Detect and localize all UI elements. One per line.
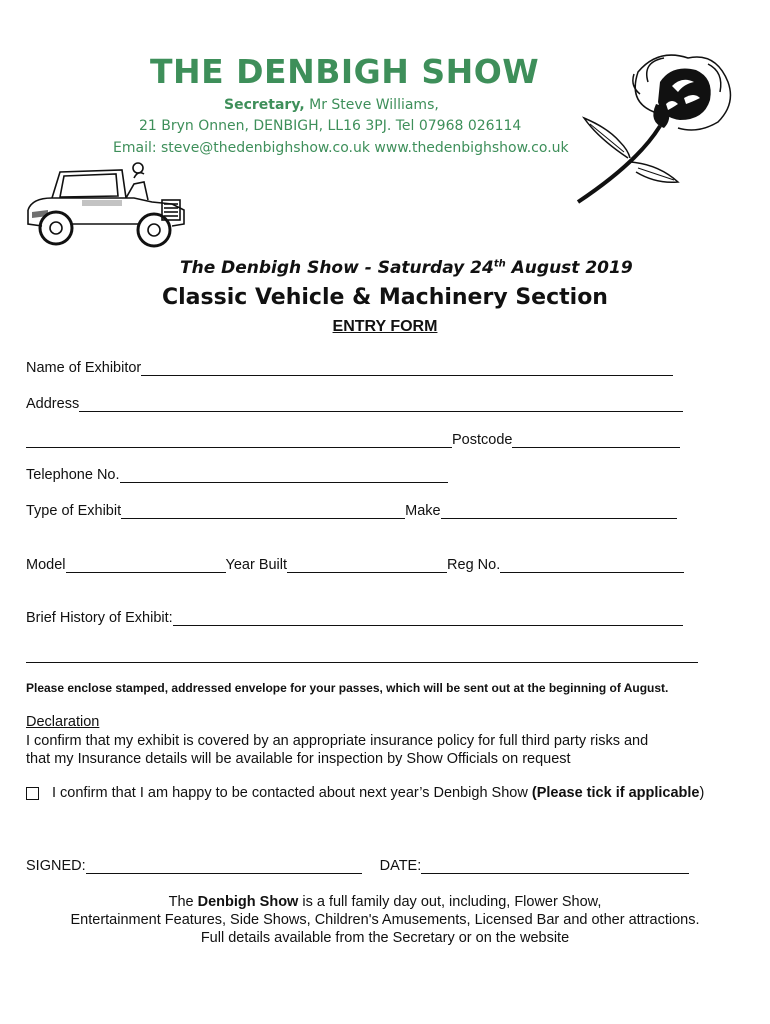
secretary-line — [224, 97, 439, 113]
model-field[interactable] — [66, 558, 226, 573]
telephone-row — [26, 467, 448, 483]
exhibit-type-row — [26, 503, 677, 519]
history-row — [26, 610, 683, 626]
envelope-note: Please enclose stamped, addressed envelope for your passes, which will be sent out at the beginning of August. — [26, 681, 669, 695]
telephone-field[interactable] — [120, 468, 448, 483]
date-field[interactable] — [421, 859, 689, 874]
footer-line1-pre: The — [168, 894, 198, 910]
year-built-field[interactable] — [287, 558, 447, 573]
address-label: Address — [26, 396, 80, 412]
make-label: Make — [405, 503, 441, 519]
section-title: Classic Vehicle & Machinery Section — [162, 285, 608, 310]
vintage-car-icon — [22, 160, 190, 252]
event-line-sup: th — [493, 258, 506, 270]
consent-bold-text: (Please tick if applicable — [531, 785, 700, 801]
footer-line-1 — [0, 893, 770, 911]
exhibit-type-field[interactable] — [121, 504, 405, 519]
telephone-label: Telephone No. — [26, 467, 120, 483]
address-row — [26, 396, 683, 412]
consent-text: I confirm that I am happy to be contacted about next year’s Denbigh Show — [52, 785, 532, 801]
consent-close: ) — [699, 785, 705, 801]
footer-info — [0, 893, 770, 947]
history-field[interactable] — [173, 611, 683, 626]
history-line2-field[interactable] — [26, 648, 698, 663]
history-line2-row — [26, 648, 698, 663]
footer-line-2: Entertainment Features, Side Shows, Children's Amusements, Licensed Bar and other attractions. — [70, 912, 700, 928]
exhibitor-name-label: Name of Exhibitor — [26, 360, 142, 376]
year-built-label: Year Built — [225, 557, 288, 573]
declaration-text — [26, 732, 706, 768]
rose-icon — [568, 42, 740, 212]
date-label: DATE: — [379, 858, 422, 874]
history-label: Brief History of Exhibit: — [26, 610, 173, 626]
form-title: ENTRY FORM — [332, 318, 438, 335]
exhibitor-name-field[interactable] — [141, 361, 673, 376]
email-line: Email: steve@thedenbighshow.co.uk www.thedenbighshow.co.uk — [113, 140, 569, 156]
secretary-name: Mr Steve Williams, — [304, 97, 439, 113]
reg-no-label: Reg No. — [447, 557, 501, 573]
secretary-label: Secretary, — [224, 97, 305, 113]
signature-field[interactable] — [86, 859, 362, 874]
event-line-prefix: The Denbigh Show - Saturday 24 — [180, 258, 494, 278]
address-line2-field[interactable] — [26, 433, 452, 448]
address-field[interactable] — [79, 397, 683, 412]
consent-checkbox[interactable] — [26, 787, 39, 800]
exhibitor-name-row — [26, 360, 673, 376]
make-field[interactable] — [441, 504, 677, 519]
postcode-field[interactable] — [512, 433, 680, 448]
model-label: Model — [26, 557, 66, 573]
footer-line-3: Full details available from the Secretary or on the website — [200, 930, 570, 946]
contact-consent-row — [26, 785, 704, 801]
signed-label: SIGNED: — [26, 858, 86, 874]
declaration-line-1: I confirm that my exhibit is covered by an appropriate insurance policy for full third party risks and — [26, 733, 649, 749]
declaration-heading: Declaration — [26, 714, 100, 730]
exhibit-type-label: Type of Exhibit — [26, 503, 122, 519]
event-line-suffix: August 2019 — [505, 258, 633, 278]
reg-no-field[interactable] — [500, 558, 684, 573]
event-date-line — [180, 258, 633, 278]
address-line: 21 Bryn Onnen, DENBIGH, LL16 3PJ. Tel 07968 026114 — [139, 118, 522, 134]
model-row — [26, 557, 684, 573]
declaration-line-2: that my Insurance details will be available for inspection by Show Officials on request — [26, 751, 571, 767]
show-title: THE DENBIGH SHOW — [150, 52, 540, 91]
footer-line1-post: is a full family day out, including, Flower Show, — [298, 894, 602, 910]
signature-row — [26, 858, 689, 874]
address-postcode-row — [26, 432, 680, 448]
postcode-label: Postcode — [452, 432, 513, 448]
footer-line1-bold: Denbigh Show — [197, 894, 299, 910]
